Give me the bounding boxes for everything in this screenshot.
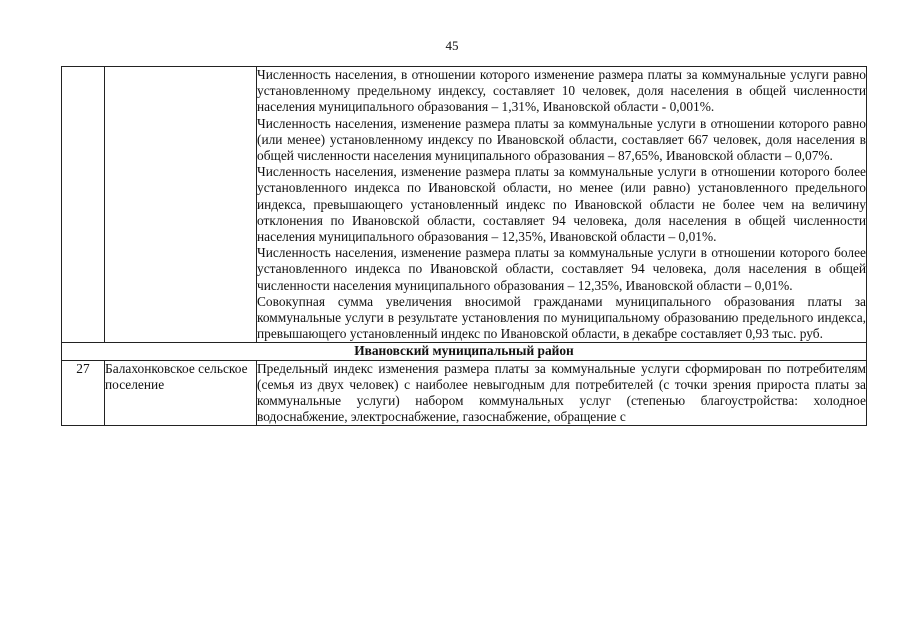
municipality-name-cell bbox=[105, 67, 257, 343]
table-row bbox=[62, 360, 867, 426]
paragraph: Численность населения, в отношении которого изменение размера платы за коммунальные услуги равно установленному предельному индексу, составляет 10 человек, доля населения в общей численности населения муниципального образования – 1,31%, Ивановской области - 0,001%. bbox=[257, 67, 866, 115]
paragraph: Численность населения, изменение размера платы за коммунальные услуги в отношении которого более установленного индекса по Ивановской области, но менее (или равно) установленного предельного индекса, превышающего установленный индекс по Ивановской области не более чем на величину отклонения по Ивановской области, составляет 94 человека, доля населения в общей численности населения муниципального образования – 12,35%, Ивановской области – 0,01%. bbox=[257, 164, 866, 245]
table-row bbox=[62, 67, 867, 343]
paragraph: Предельный индекс изменения размера платы за коммунальные услуги сформирован по потребителям (семья из двух человек) с наиболее невыгодным для потребителей (с точки зрения прироста платы за коммунальные услуги) набором коммунальных услуг (степенью благоустройства: холодное водоснабжение, электроснабжение, газоснабжение, обращение с bbox=[257, 360, 866, 425]
row-number-cell: 27 bbox=[62, 360, 105, 426]
section-header-row bbox=[62, 343, 867, 360]
paragraph: Численность населения, изменение размера платы за коммунальные услуги в отношении которого равно (или менее) установленному индексу по Ивановской области, составляет 667 человек, доля населения в общей численности населения муниципального образования – 87,65%, Ивановской области – 0,07%. bbox=[257, 115, 866, 164]
description-cell bbox=[257, 360, 867, 426]
paragraph: Совокупная сумма увеличения вносимой гражданами муниципального образования платы за коммунальные услуги в результате установления по муниципальному образованию предельного индекса, превышающего установленный индекс по Ивановской области, в декабре составляет 0,93 тыс. руб. bbox=[257, 293, 866, 342]
page-number: 45 bbox=[445, 38, 459, 53]
paragraph: Численность населения, изменение размера платы за коммунальные услуги в отношении которого более установленного индекса по Ивановской области, составляет 94 человека, доля населения в общей численности населения муниципального образования – 12,35%, Ивановской области – 0,01%. bbox=[257, 245, 866, 293]
row-number-cell bbox=[62, 67, 105, 343]
municipal-table bbox=[61, 66, 867, 426]
description-cell bbox=[257, 67, 867, 343]
municipality-name-cell: Балахонковское сельское поселение bbox=[105, 360, 257, 426]
section-title: Ивановский муниципальный район bbox=[62, 343, 867, 360]
